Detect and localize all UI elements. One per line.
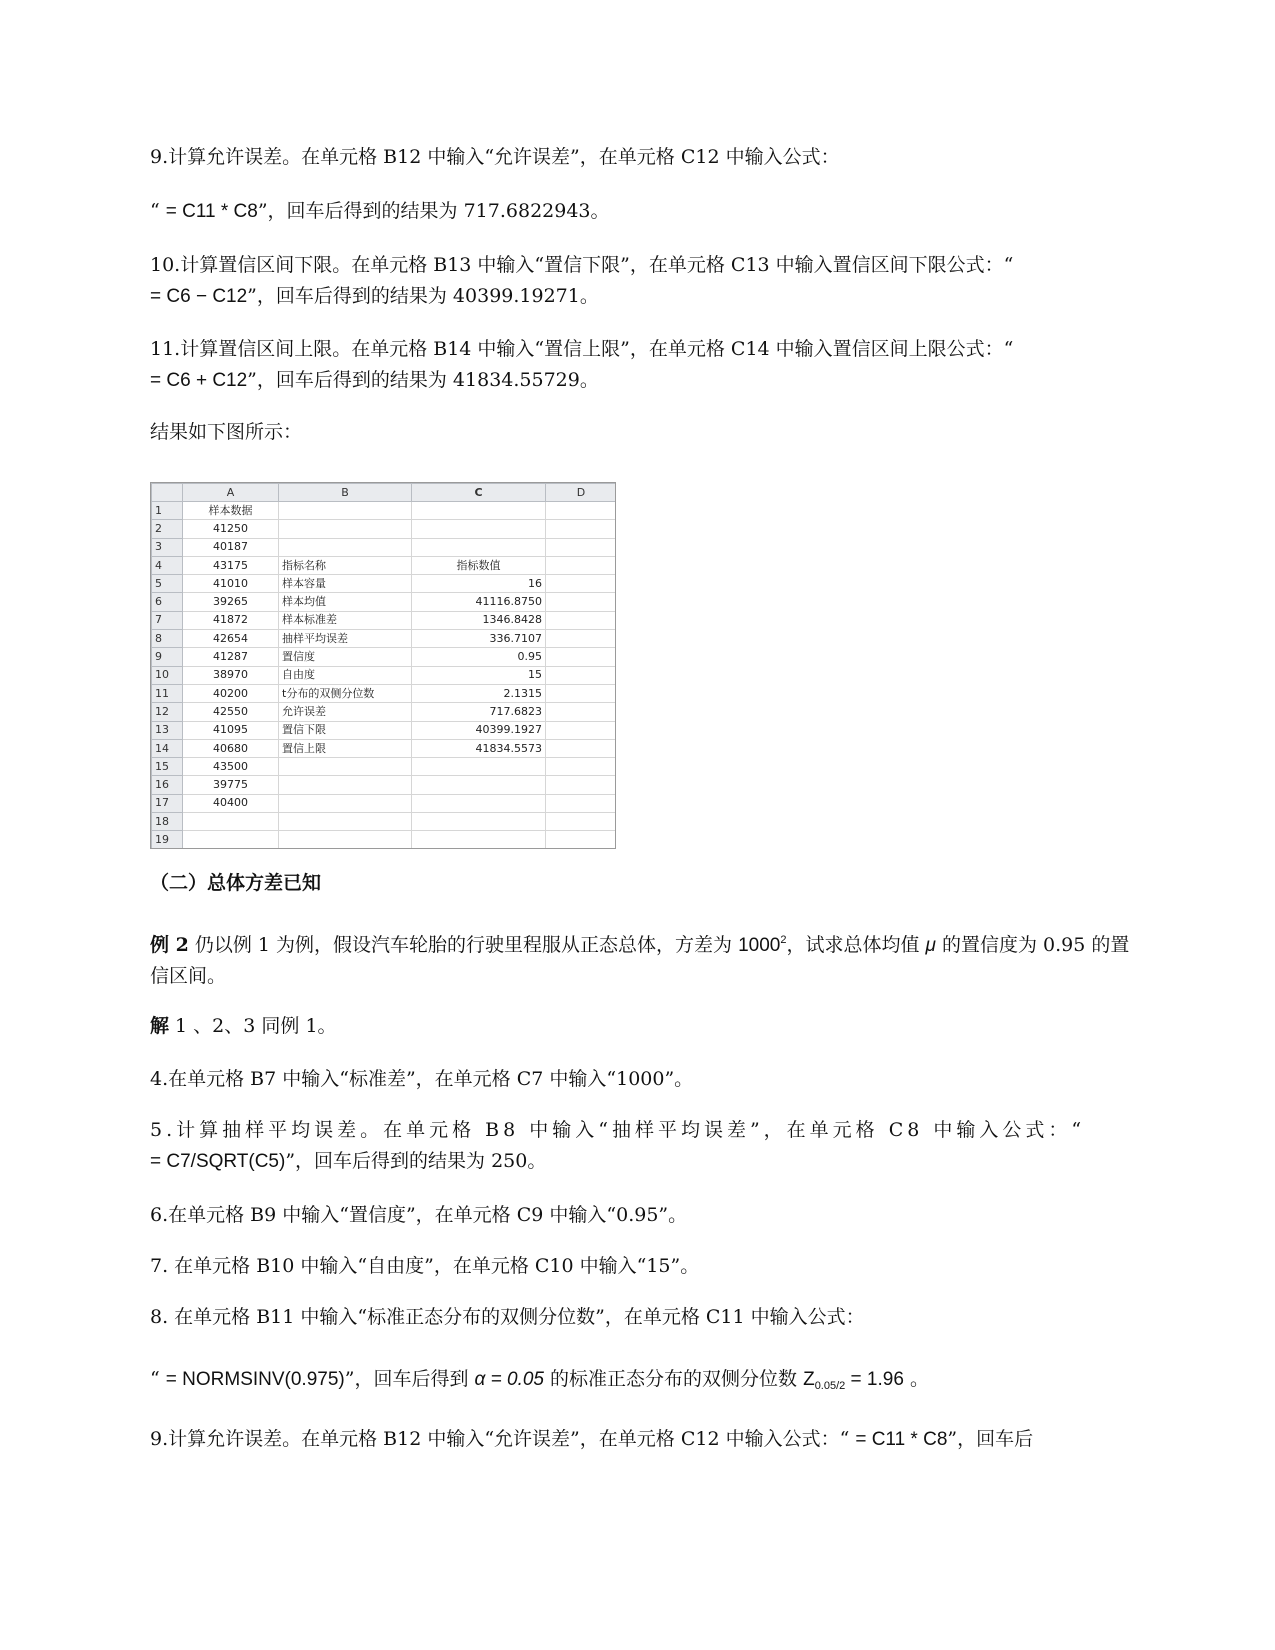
cell-c: 717.6823: [412, 703, 546, 721]
formula: = C6 − C12: [150, 286, 248, 307]
text: 7. 在单元格 B10 中输入“自由度”，在单元格 C10 中输入“15”。: [150, 1255, 700, 1277]
spreadsheet-screenshot: [150, 482, 616, 849]
row-number: 15: [152, 758, 183, 776]
sheet-row: [152, 703, 617, 721]
paragraph-step4: [150, 1064, 1132, 1095]
example-label: 例 2: [150, 934, 189, 956]
text: 结果如下图所示：: [150, 421, 303, 443]
paragraph-step9: [150, 142, 1132, 173]
cell-b: 样本均值: [279, 593, 412, 611]
cell-a: 42550: [183, 703, 279, 721]
quote-open: “: [150, 200, 166, 222]
cell-d: [546, 648, 617, 666]
cell-b: [279, 520, 412, 538]
cell-c: [412, 831, 546, 849]
cell-a: 40680: [183, 739, 279, 757]
cell-b: 自由度: [279, 666, 412, 684]
text: ”，回车后得到: [344, 1368, 475, 1390]
cell-a: 39265: [183, 593, 279, 611]
cell-c: [412, 538, 546, 556]
sheet-row: [152, 648, 617, 666]
row-number: 11: [152, 684, 183, 702]
cell-a: 40400: [183, 794, 279, 812]
text: 8. 在单元格 B11 中输入“标准正态分布的双侧分位数”，在单元格 C11 中输入公式：: [150, 1306, 865, 1328]
cell-c: 16: [412, 575, 546, 593]
section-heading: [150, 868, 1132, 899]
sheet-row: [152, 739, 617, 757]
paragraph-formula-c12: [150, 196, 1132, 227]
cell-c: 1346.8428: [412, 611, 546, 629]
cell-b: [279, 831, 412, 849]
variance-base: 1000: [738, 935, 781, 956]
cell-d: [546, 831, 617, 849]
cell-a: [183, 831, 279, 849]
paragraph-result-intro: [150, 417, 1132, 448]
cell-d: [546, 575, 617, 593]
cell-a: 39775: [183, 776, 279, 794]
row-number: 10: [152, 666, 183, 684]
row-number: 9: [152, 648, 183, 666]
cell-c: [412, 520, 546, 538]
z-symbol: Z: [803, 1369, 815, 1390]
row-number: 13: [152, 721, 183, 739]
cell-c: 41834.5573: [412, 739, 546, 757]
paragraph-step9-repeat: [150, 1424, 1132, 1455]
sheet-row: [152, 831, 617, 849]
cell-d: [546, 721, 617, 739]
cell-d: [546, 758, 617, 776]
paragraph-example2: [150, 925, 1132, 992]
cell-a: 40187: [183, 538, 279, 556]
quote-open: “: [150, 1368, 166, 1390]
row-number: 17: [152, 794, 183, 812]
row-number: 1: [152, 502, 183, 520]
row-number: 8: [152, 630, 183, 648]
paragraph-step10: [150, 250, 1132, 312]
cell-c: 336.7107: [412, 630, 546, 648]
cell-d: [546, 502, 617, 520]
cell-a: 43175: [183, 556, 279, 574]
paragraph-normsinv: [150, 1364, 1132, 1402]
text: 11.计算置信区间上限。在单元格 B14 中输入“置信上限”，在单元格 C14 中输入置信区间上限公式：“: [150, 338, 1014, 360]
column-header-b: B: [279, 484, 412, 502]
solution-label: 解: [150, 1015, 170, 1037]
row-number: 14: [152, 739, 183, 757]
formula: = NORMSINV(0.975): [165, 1369, 345, 1390]
cell-a: 38970: [183, 666, 279, 684]
row-number: 5: [152, 575, 183, 593]
sheet-row: [152, 684, 617, 702]
text: 9.计算允许误差。在单元格 B12 中输入“允许误差”，在单元格 C12 中输入公式：: [150, 146, 840, 168]
cell-b: 抽样平均误差: [279, 630, 412, 648]
cell-d: [546, 611, 617, 629]
sheet-row: [152, 611, 617, 629]
row-number: 6: [152, 593, 183, 611]
text: 10.计算置信区间下限。在单元格 B13 中输入“置信下限”，在单元格 C13 中输入置信区间下限公式：“: [150, 254, 1014, 276]
cell-d: [546, 739, 617, 757]
sheet-row: [152, 502, 617, 520]
row-number: 3: [152, 538, 183, 556]
cell-b: [279, 813, 412, 831]
cell-b: 样本标准差: [279, 611, 412, 629]
paragraph-step8: [150, 1302, 1132, 1333]
cell-a: 42654: [183, 630, 279, 648]
column-header-d: D: [546, 484, 617, 502]
cell-d: [546, 538, 617, 556]
cell-a: 43500: [183, 758, 279, 776]
cell-a: 样本数据: [183, 502, 279, 520]
cell-b: 允许误差: [279, 703, 412, 721]
z-value: = 1.96: [845, 1369, 904, 1390]
text: 5.计算抽样平均误差。在单元格 B8 中输入“抽样平均误差”，在单元格 C8 中输入公式：“: [150, 1119, 1086, 1141]
sheet-row: [152, 575, 617, 593]
cell-c: 15: [412, 666, 546, 684]
sheet-row: [152, 538, 617, 556]
cell-c: [412, 758, 546, 776]
sheet-row: [152, 666, 617, 684]
text: ”，回车后得到的结果为 40399.19271。: [247, 285, 599, 307]
text: ，试求总体均值: [786, 934, 926, 956]
cell-a: 41010: [183, 575, 279, 593]
z-subscript: 0.05/2: [814, 1380, 846, 1392]
sheet-row: [152, 794, 617, 812]
cell-c: [412, 502, 546, 520]
formula: = C6 + C12: [150, 370, 248, 391]
cell-d: [546, 593, 617, 611]
mu-symbol: μ: [925, 935, 936, 956]
cell-a: 41287: [183, 648, 279, 666]
cell-d: [546, 520, 617, 538]
column-header-a: A: [183, 484, 279, 502]
cell-a: 41250: [183, 520, 279, 538]
column-header-c: C: [412, 484, 546, 502]
heading-text: （二）总体方差已知: [150, 872, 322, 894]
text: 9.计算允许误差。在单元格 B12 中输入“允许误差”，在单元格 C12 中输入公式：“: [150, 1428, 856, 1450]
row-number: 7: [152, 611, 183, 629]
row-number: 4: [152, 556, 183, 574]
text: ”，回车后得到的结果为 250。: [285, 1150, 547, 1172]
paragraph-step6: [150, 1200, 1132, 1231]
sheet-row: [152, 520, 617, 538]
sheet-row: [152, 556, 617, 574]
paragraph-solution: [150, 1011, 1132, 1042]
row-number: 2: [152, 520, 183, 538]
corner-cell: [152, 484, 183, 502]
cell-b: [279, 758, 412, 776]
cell-b: [279, 538, 412, 556]
spreadsheet-table: [151, 483, 616, 849]
cell-a: 41872: [183, 611, 279, 629]
row-number: 19: [152, 831, 183, 849]
cell-b: [279, 794, 412, 812]
cell-b: 置信度: [279, 648, 412, 666]
sheet-row: [152, 813, 617, 831]
cell-c: [412, 813, 546, 831]
column-header-row: [152, 484, 617, 502]
text: 的标准正态分布的双侧分位数: [543, 1368, 804, 1390]
cell-c: 40399.1927: [412, 721, 546, 739]
cell-d: [546, 556, 617, 574]
cell-c: 41116.8750: [412, 593, 546, 611]
sheet-row: [152, 776, 617, 794]
cell-b: [279, 502, 412, 520]
sheet-row: [152, 758, 617, 776]
paragraph-step5: [150, 1115, 1132, 1177]
formula: = C11 * C8: [165, 201, 258, 222]
text: 仍以例 1 为例，假设汽车轮胎的行驶里程服从正态总体，方差为: [188, 934, 739, 956]
text: ”，回车后: [947, 1428, 1034, 1450]
cell-d: [546, 794, 617, 812]
cell-b: 置信下限: [279, 721, 412, 739]
cell-d: [546, 684, 617, 702]
row-number: 18: [152, 813, 183, 831]
paragraph-step11: [150, 334, 1132, 396]
cell-a: 41095: [183, 721, 279, 739]
sheet-row: [152, 593, 617, 611]
cell-b: 样本容量: [279, 575, 412, 593]
cell-c: 0.95: [412, 648, 546, 666]
cell-c: 指标数值: [412, 556, 546, 574]
formula: = C7/SQRT(C5): [150, 1151, 286, 1172]
cell-b: 置信上限: [279, 739, 412, 757]
text: 1 、2、3 同例 1。: [169, 1015, 337, 1037]
cell-d: [546, 776, 617, 794]
cell-d: [546, 813, 617, 831]
cell-c: 2.1315: [412, 684, 546, 702]
cell-c: [412, 776, 546, 794]
text: 。: [903, 1368, 929, 1390]
text: 的置信度为 0.95 的置信区间。: [150, 934, 1130, 987]
text: 6.在单元格 B9 中输入“置信度”，在单元格 C9 中输入“0.95”。: [150, 1204, 688, 1226]
cell-b: [279, 776, 412, 794]
cell-b: t分布的双侧分位数: [279, 684, 412, 702]
cell-b: 指标名称: [279, 556, 412, 574]
row-number: 16: [152, 776, 183, 794]
variance-exponent: 2: [780, 934, 787, 946]
cell-a: 40200: [183, 684, 279, 702]
cell-d: [546, 630, 617, 648]
paragraph-step7: [150, 1251, 1132, 1282]
cell-a: [183, 813, 279, 831]
text: 4.在单元格 B7 中输入“标准差”，在单元格 C7 中输入“1000”。: [150, 1068, 694, 1090]
alpha-expression: α = 0.05: [474, 1369, 544, 1390]
cell-d: [546, 666, 617, 684]
sheet-row: [152, 721, 617, 739]
row-number: 12: [152, 703, 183, 721]
sheet-row: [152, 630, 617, 648]
text: ”，回车后得到的结果为 717.6822943。: [257, 200, 610, 222]
formula: = C11 * C8: [855, 1429, 948, 1450]
cell-c: [412, 794, 546, 812]
cell-d: [546, 703, 617, 721]
text: ”，回车后得到的结果为 41834.55729。: [247, 369, 599, 391]
